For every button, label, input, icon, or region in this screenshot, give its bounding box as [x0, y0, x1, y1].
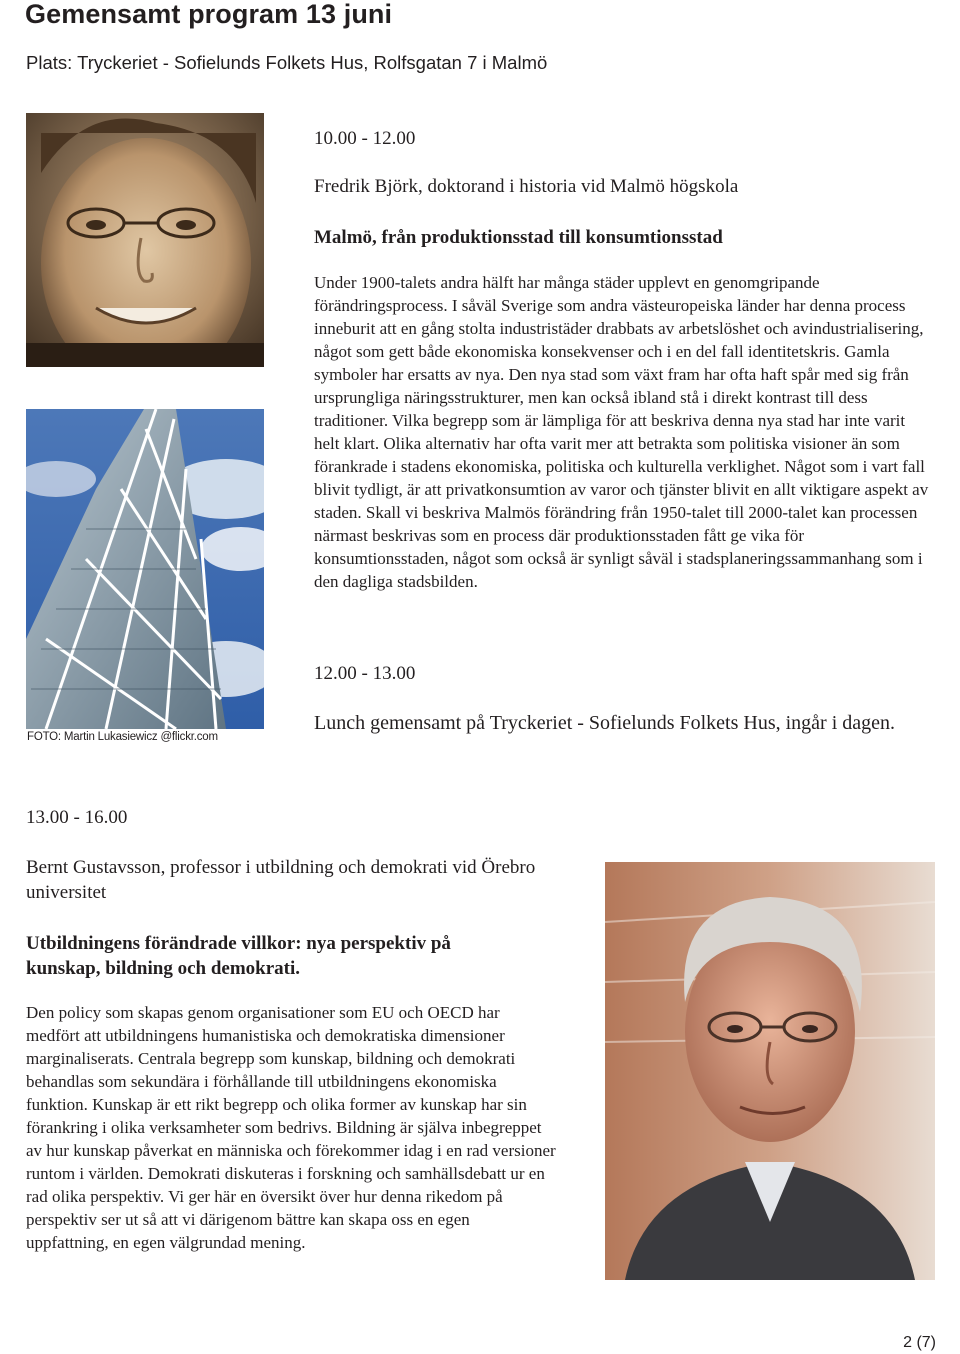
photo-credit: FOTO: Martin Lukasiewicz @flickr.com	[27, 731, 218, 743]
portrait-image-2	[605, 862, 935, 1280]
session2-time: 12.00 - 13.00	[314, 663, 416, 684]
session3-speaker: Bernt Gustavsson, professor i utbildning och demokrati vid Örebro universitet	[26, 857, 536, 903]
event-location: Plats: Tryckeriet - Sofielunds Folkets Hus, Rolfsgatan 7 i Malmö	[26, 52, 548, 73]
page-title: Gemensamt program 13 juni	[25, 0, 393, 29]
portrait-image	[26, 113, 264, 367]
tower-image	[26, 409, 264, 729]
session1-talk-title: Malmö, från produktionsstad till konsumtionsstad	[314, 227, 723, 248]
page-number: 2 (7)	[903, 1334, 936, 1351]
session3-talk-title: Utbildningens förändrade villkor: nya perspektiv på kunskap, bildning och demokrati.	[26, 933, 451, 979]
session1-description: Under 1900-talets andra hälft har många städer upplevt en genomgripande förändringsprocess. I såväl Sverige som andra västeuropeiska länder har denna process inneburit att en gång stolta industristäder drabbats av arbetslöshet och avindustrialisering, något som gett både ekonomiska konsekvenser och i en del fall identitetskris. Gamla symboler har ersatts av nya. Den nya stad som växt fram har ofta haft spår med sig från ursprungliga näringsstrukturer, men kan också ibland stå i direkt kontrast till dess traditioner. Vilka begrepp som är lämpliga för att beskriva denna nya stad har inte varit helt klart. Olika alternativ har ofta varit mer att betrakta som politiska visioner än som förankrade i stadens ekonomiska, politiska och kulturella verklighet. Något som i vart fall blivit tydligt, är att privatkonsumtion av varor och tjänster blivit en allt viktigare aspekt av staden. Skall vi beskriva Malmös förändring från 1950-talet till 2000-talet kan processen närmast beskrivas som en process där produktionsstaden fått ge vika för konsumtionsstaden, något som också är synligt såväl i stadsplaneringssammanhang som i den dagliga stadsbilden.	[314, 273, 929, 591]
speaker-photo-bernt-gustavsson	[605, 862, 935, 1280]
session1-speaker: Fredrik Björk, doktorand i historia vid Malmö högskola	[314, 176, 739, 197]
speaker-photo-fredrik-bjork	[26, 113, 264, 367]
session1-time: 10.00 - 12.00	[314, 128, 416, 149]
turning-torso-photo	[26, 409, 264, 729]
session2-description: Lunch gemensamt på Tryckeriet - Sofielunds Folkets Hus, ingår i dagen.	[314, 712, 896, 734]
session3-time: 13.00 - 16.00	[26, 807, 128, 828]
session3-description: Den policy som skapas genom organisationer som EU och OECD har medfört att utbildningens humanistiska och demokratiska dimensioner marginaliserats. Centrala begrepp som kunskap, bildning och demokrati behandlas som sekundära i förhållande till utbildningens ekonomiska funktion. Kunskap är ett rikt begrepp och olika former av kunskap har sin förankring i olika verksamheter som bedrivs. Bildning är själva inbegreppet av hur kunskap påverkat en människa och förekommer idag i en rad versioner runtom i världen. Demokrati diskuteras i forskning och samhällsdebatt ur en rad olika perspektiv. Vi ger här en översikt över hur denna rikedom på perspektiv ser ut så att vi därigenom bättre kan skapa oss en egen uppfattning, en egen välgrundad mening.	[26, 1003, 556, 1252]
